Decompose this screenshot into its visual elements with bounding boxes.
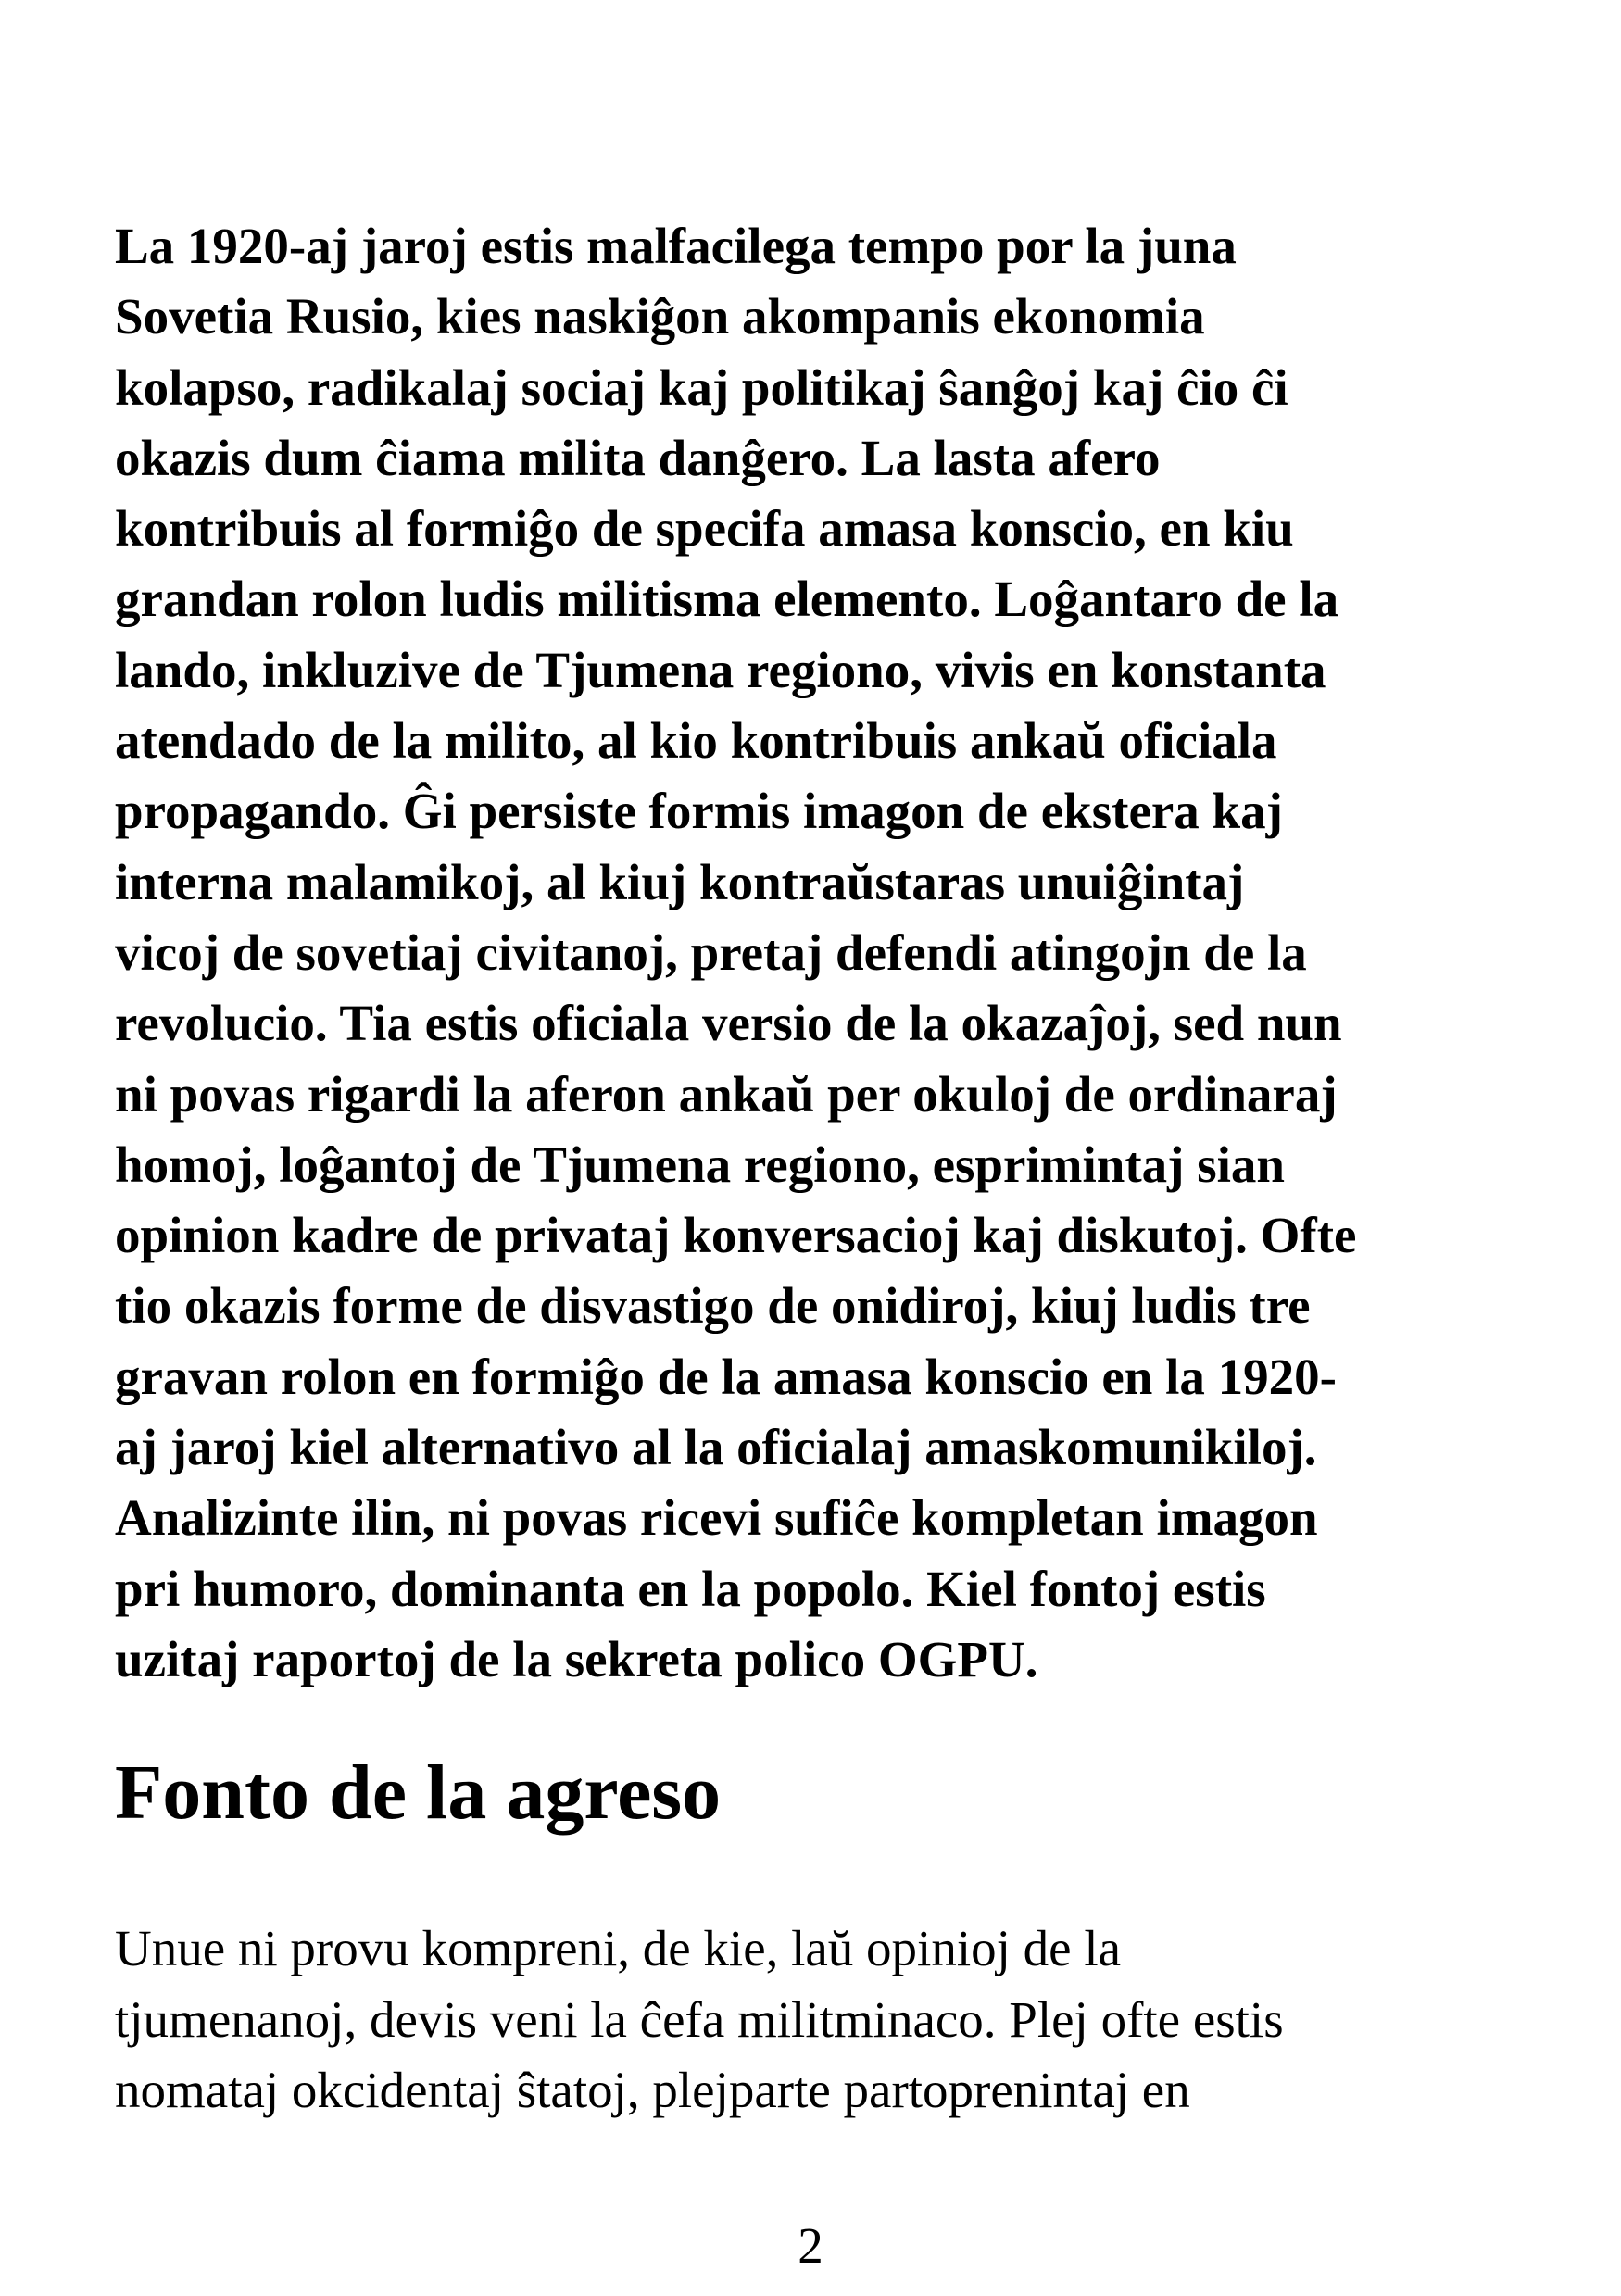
intro-paragraph — [115, 211, 1523, 1695]
text-line: gravan rolon en formiĝo de la amasa konscio en la 1920- — [115, 1348, 1337, 1405]
text-line: aj jaroj kiel alternativo al la oficialaj amaskomunikiloj. — [115, 1419, 1317, 1476]
text-line: okazis dum ĉiama milita danĝero. La lasta afero — [115, 429, 1161, 486]
text-line: La 1920-aj jaroj estis malfacilega tempo por la juna — [115, 218, 1237, 274]
text-line: interna malamikoj, al kiuj kontraŭstaras unuiĝintaj — [115, 853, 1245, 910]
text-line: lando, inkluzive de Tjumena regiono, vivis en konstanta — [115, 641, 1326, 698]
text-line: ni povas rigardi la aferon ankaŭ per okuloj de ordinaraj — [115, 1065, 1338, 1123]
text-line: nomataj okcidentaj ŝtatoj, plejparte partoprenintaj en — [115, 2062, 1190, 2118]
text-line: grandan rolon ludis militisma elemento. Loĝantaro de la — [115, 571, 1339, 628]
text-line: homoj, loĝantoj de Tjumena regiono, esprimintaj sian — [115, 1135, 1286, 1193]
text-line: atendado de la milito, al kio kontribuis ankaŭ oficiala — [115, 712, 1277, 770]
text-line: tio okazis forme de disvastigo de onidiroj, kiuj ludis tre — [115, 1277, 1311, 1335]
text-line: revolucio. Tia estis oficiala versio de la okazaĵoj, sed nun — [115, 995, 1342, 1052]
page-number: 2 — [798, 2217, 823, 2274]
text-line: Sovetia Rusio, kies naskiĝon akompanis ekonomia — [115, 288, 1205, 345]
text-line: tjumenanoj, devis veni la ĉefa militminaco. Plej ofte estis — [115, 1990, 1284, 2048]
text-line: kolapso, radikalaj sociaj kaj politikaj ŝanĝoj kaj ĉio ĉi — [115, 358, 1288, 416]
text-line: pri humoro, dominanta en la popolo. Kiel fontoj estis — [115, 1560, 1266, 1617]
text-line: kontribuis al formiĝo de specifa amasa konscio, en kiu — [115, 500, 1294, 558]
text-line: uzitaj raportoj de la sekreta polico OGPU. — [115, 1630, 1038, 1687]
text-line: propagando. Ĝi persiste formis imagon de ekstera kaj — [115, 783, 1283, 840]
section-paragraph — [115, 1913, 1523, 2127]
text-line: Analizinte ilin, ni povas ricevi sufiĉe kompletan imagon — [115, 1489, 1318, 1547]
section-heading: Fonto de la agreso — [115, 1750, 722, 1836]
text-line: opinion kadre de privataj konversacioj kaj diskutoj. Ofte — [115, 1207, 1357, 1264]
text-line: Unue ni provu kompreni, de kie, laŭ opinioj de la — [115, 1920, 1122, 1976]
text-line: vicoj de sovetiaj civitanoj, pretaj defendi atingojn de la — [115, 923, 1307, 981]
